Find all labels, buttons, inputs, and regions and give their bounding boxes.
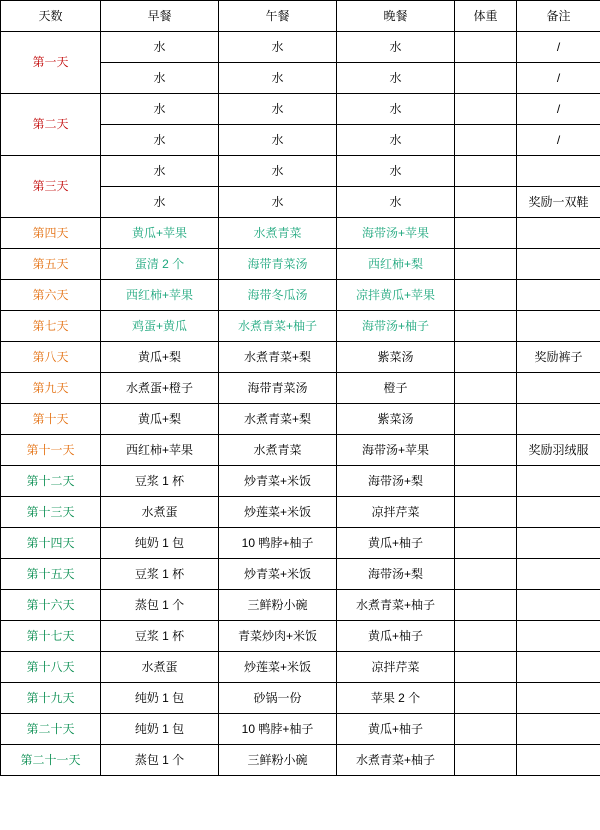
weight-cell[interactable] xyxy=(455,125,517,156)
lunch-cell: 青菜炒肉+米饭 xyxy=(219,621,337,652)
dinner-cell: 紫菜汤 xyxy=(337,404,455,435)
weight-cell[interactable] xyxy=(455,714,517,745)
weight-cell[interactable] xyxy=(455,94,517,125)
weight-cell[interactable] xyxy=(455,156,517,187)
breakfast-cell: 水煮蛋+橙子 xyxy=(101,373,219,404)
dinner-cell: 水 xyxy=(337,63,455,94)
weight-cell[interactable] xyxy=(455,559,517,590)
lunch-cell: 炒青菜+米饭 xyxy=(219,466,337,497)
note-cell xyxy=(517,652,600,683)
weight-cell[interactable] xyxy=(455,621,517,652)
dinner-cell: 凉拌芹菜 xyxy=(337,497,455,528)
day-label: 第二十一天 xyxy=(1,745,101,776)
weight-cell[interactable] xyxy=(455,32,517,63)
breakfast-cell: 纯奶 1 包 xyxy=(101,714,219,745)
lunch-cell: 水煮青菜 xyxy=(219,435,337,466)
lunch-cell: 炒莲菜+米饭 xyxy=(219,497,337,528)
lunch-cell: 10 鸭脖+柚子 xyxy=(219,714,337,745)
dinner-cell: 橙子 xyxy=(337,373,455,404)
dinner-cell: 苹果 2 个 xyxy=(337,683,455,714)
weight-cell[interactable] xyxy=(455,373,517,404)
lunch-cell: 水煮青菜+梨 xyxy=(219,342,337,373)
dinner-cell: 水 xyxy=(337,32,455,63)
table-row xyxy=(1,373,600,404)
breakfast-cell: 水 xyxy=(101,94,219,125)
dinner-cell: 水 xyxy=(337,187,455,218)
note-cell xyxy=(517,559,600,590)
table-row xyxy=(1,342,600,373)
note-cell: 奖励裤子 xyxy=(517,342,600,373)
header-breakfast: 早餐 xyxy=(101,1,219,32)
weight-cell[interactable] xyxy=(455,466,517,497)
weight-cell[interactable] xyxy=(455,404,517,435)
table-row xyxy=(1,497,600,528)
breakfast-cell: 水煮蛋 xyxy=(101,652,219,683)
header-dinner: 晚餐 xyxy=(337,1,455,32)
dinner-cell: 黄瓜+柚子 xyxy=(337,714,455,745)
breakfast-cell: 蒸包 1 个 xyxy=(101,590,219,621)
table-header xyxy=(1,1,600,32)
lunch-cell: 三鲜粉小碗 xyxy=(219,590,337,621)
breakfast-cell: 纯奶 1 包 xyxy=(101,528,219,559)
breakfast-cell: 西红柿+苹果 xyxy=(101,280,219,311)
breakfast-cell: 水 xyxy=(101,32,219,63)
day-label: 第十天 xyxy=(1,404,101,435)
table-row xyxy=(1,311,600,342)
note-cell: 奖励一双鞋 xyxy=(517,187,600,218)
breakfast-cell: 黄瓜+苹果 xyxy=(101,218,219,249)
note-cell xyxy=(517,156,600,187)
table-row xyxy=(1,528,600,559)
note-cell: 奖励羽绒服 xyxy=(517,435,600,466)
table-row xyxy=(1,94,600,125)
note-cell xyxy=(517,714,600,745)
lunch-cell: 水 xyxy=(219,32,337,63)
note-cell xyxy=(517,280,600,311)
day-label: 第五天 xyxy=(1,249,101,280)
header-note: 备注 xyxy=(517,1,600,32)
day-label: 第二十天 xyxy=(1,714,101,745)
weight-cell[interactable] xyxy=(455,683,517,714)
table-row xyxy=(1,156,600,187)
table-row xyxy=(1,32,600,63)
dinner-cell: 海带汤+梨 xyxy=(337,559,455,590)
dinner-cell: 凉拌黄瓜+苹果 xyxy=(337,280,455,311)
day-label: 第四天 xyxy=(1,218,101,249)
lunch-cell: 海带青菜汤 xyxy=(219,373,337,404)
lunch-cell: 10 鸭脖+柚子 xyxy=(219,528,337,559)
day-label: 第十八天 xyxy=(1,652,101,683)
weight-cell[interactable] xyxy=(455,342,517,373)
dinner-cell: 水 xyxy=(337,94,455,125)
breakfast-cell: 水 xyxy=(101,125,219,156)
table-row xyxy=(1,218,600,249)
note-cell xyxy=(517,683,600,714)
lunch-cell: 水煮青菜 xyxy=(219,218,337,249)
weight-cell[interactable] xyxy=(455,218,517,249)
dinner-cell: 紫菜汤 xyxy=(337,342,455,373)
header-weight: 体重 xyxy=(455,1,517,32)
breakfast-cell: 黄瓜+梨 xyxy=(101,342,219,373)
lunch-cell: 砂锅一份 xyxy=(219,683,337,714)
note-cell xyxy=(517,528,600,559)
dinner-cell: 海带汤+苹果 xyxy=(337,435,455,466)
weight-cell[interactable] xyxy=(455,249,517,280)
weight-cell[interactable] xyxy=(455,590,517,621)
breakfast-cell: 水 xyxy=(101,156,219,187)
note-cell xyxy=(517,466,600,497)
dinner-cell: 海带汤+柚子 xyxy=(337,311,455,342)
day-label: 第六天 xyxy=(1,280,101,311)
lunch-cell: 水煮青菜+柚子 xyxy=(219,311,337,342)
dinner-cell: 海带汤+苹果 xyxy=(337,218,455,249)
dinner-cell: 黄瓜+柚子 xyxy=(337,621,455,652)
day-label: 第十三天 xyxy=(1,497,101,528)
note-cell: / xyxy=(517,63,600,94)
note-cell xyxy=(517,218,600,249)
table-row xyxy=(1,714,600,745)
day-label: 第三天 xyxy=(1,156,101,218)
day-label: 第二天 xyxy=(1,94,101,156)
table-row xyxy=(1,683,600,714)
day-label: 第九天 xyxy=(1,373,101,404)
day-label: 第七天 xyxy=(1,311,101,342)
dinner-cell: 水 xyxy=(337,125,455,156)
note-cell: / xyxy=(517,125,600,156)
lunch-cell: 水 xyxy=(219,94,337,125)
lunch-cell: 海带青菜汤 xyxy=(219,249,337,280)
day-label: 第十七天 xyxy=(1,621,101,652)
weight-cell[interactable] xyxy=(455,280,517,311)
breakfast-cell: 蛋清 2 个 xyxy=(101,249,219,280)
weight-cell[interactable] xyxy=(455,63,517,94)
note-cell xyxy=(517,497,600,528)
weight-cell[interactable] xyxy=(455,745,517,776)
breakfast-cell: 水 xyxy=(101,63,219,94)
weight-cell[interactable] xyxy=(455,187,517,218)
breakfast-cell: 黄瓜+梨 xyxy=(101,404,219,435)
table-row xyxy=(1,652,600,683)
lunch-cell: 水 xyxy=(219,63,337,94)
day-label: 第八天 xyxy=(1,342,101,373)
lunch-cell: 水 xyxy=(219,125,337,156)
weight-cell[interactable] xyxy=(455,435,517,466)
table-row xyxy=(1,435,600,466)
dinner-cell: 凉拌芹菜 xyxy=(337,652,455,683)
breakfast-cell: 鸡蛋+黄瓜 xyxy=(101,311,219,342)
table-row xyxy=(1,590,600,621)
day-label: 第十一天 xyxy=(1,435,101,466)
note-cell xyxy=(517,249,600,280)
dinner-cell: 西红柿+梨 xyxy=(337,249,455,280)
dinner-cell: 黄瓜+柚子 xyxy=(337,528,455,559)
day-label: 第一天 xyxy=(1,32,101,94)
day-label: 第十五天 xyxy=(1,559,101,590)
lunch-cell: 海带冬瓜汤 xyxy=(219,280,337,311)
day-label: 第十二天 xyxy=(1,466,101,497)
note-cell xyxy=(517,590,600,621)
lunch-cell: 水 xyxy=(219,187,337,218)
dinner-cell: 海带汤+梨 xyxy=(337,466,455,497)
lunch-cell: 水 xyxy=(219,156,337,187)
table-row xyxy=(1,404,600,435)
note-cell: / xyxy=(517,32,600,63)
table-row xyxy=(1,745,600,776)
note-cell xyxy=(517,311,600,342)
dinner-cell: 水 xyxy=(337,156,455,187)
table-row xyxy=(1,621,600,652)
breakfast-cell: 豆浆 1 杯 xyxy=(101,559,219,590)
day-label: 第十六天 xyxy=(1,590,101,621)
day-label: 第十九天 xyxy=(1,683,101,714)
weight-cell[interactable] xyxy=(455,528,517,559)
breakfast-cell: 西红柿+苹果 xyxy=(101,435,219,466)
note-cell: / xyxy=(517,94,600,125)
lunch-cell: 三鲜粉小碗 xyxy=(219,745,337,776)
header-day: 天数 xyxy=(1,1,101,32)
note-cell xyxy=(517,404,600,435)
dinner-cell: 水煮青菜+柚子 xyxy=(337,745,455,776)
table-header-row xyxy=(1,1,600,32)
breakfast-cell: 纯奶 1 包 xyxy=(101,683,219,714)
note-cell xyxy=(517,745,600,776)
lunch-cell: 炒青菜+米饭 xyxy=(219,559,337,590)
note-cell xyxy=(517,373,600,404)
breakfast-cell: 水煮蛋 xyxy=(101,497,219,528)
table-body xyxy=(1,32,600,776)
day-label: 第十四天 xyxy=(1,528,101,559)
table-row xyxy=(1,559,600,590)
table-row xyxy=(1,466,600,497)
header-lunch: 午餐 xyxy=(219,1,337,32)
breakfast-cell: 蒸包 1 个 xyxy=(101,745,219,776)
dinner-cell: 水煮青菜+柚子 xyxy=(337,590,455,621)
breakfast-cell: 豆浆 1 杯 xyxy=(101,466,219,497)
weight-cell[interactable] xyxy=(455,311,517,342)
weight-cell[interactable] xyxy=(455,652,517,683)
lunch-cell: 炒莲菜+米饭 xyxy=(219,652,337,683)
breakfast-cell: 水 xyxy=(101,187,219,218)
breakfast-cell: 豆浆 1 杯 xyxy=(101,621,219,652)
table-row xyxy=(1,249,600,280)
weight-cell[interactable] xyxy=(455,497,517,528)
table-row xyxy=(1,280,600,311)
lunch-cell: 水煮青菜+梨 xyxy=(219,404,337,435)
note-cell xyxy=(517,621,600,652)
